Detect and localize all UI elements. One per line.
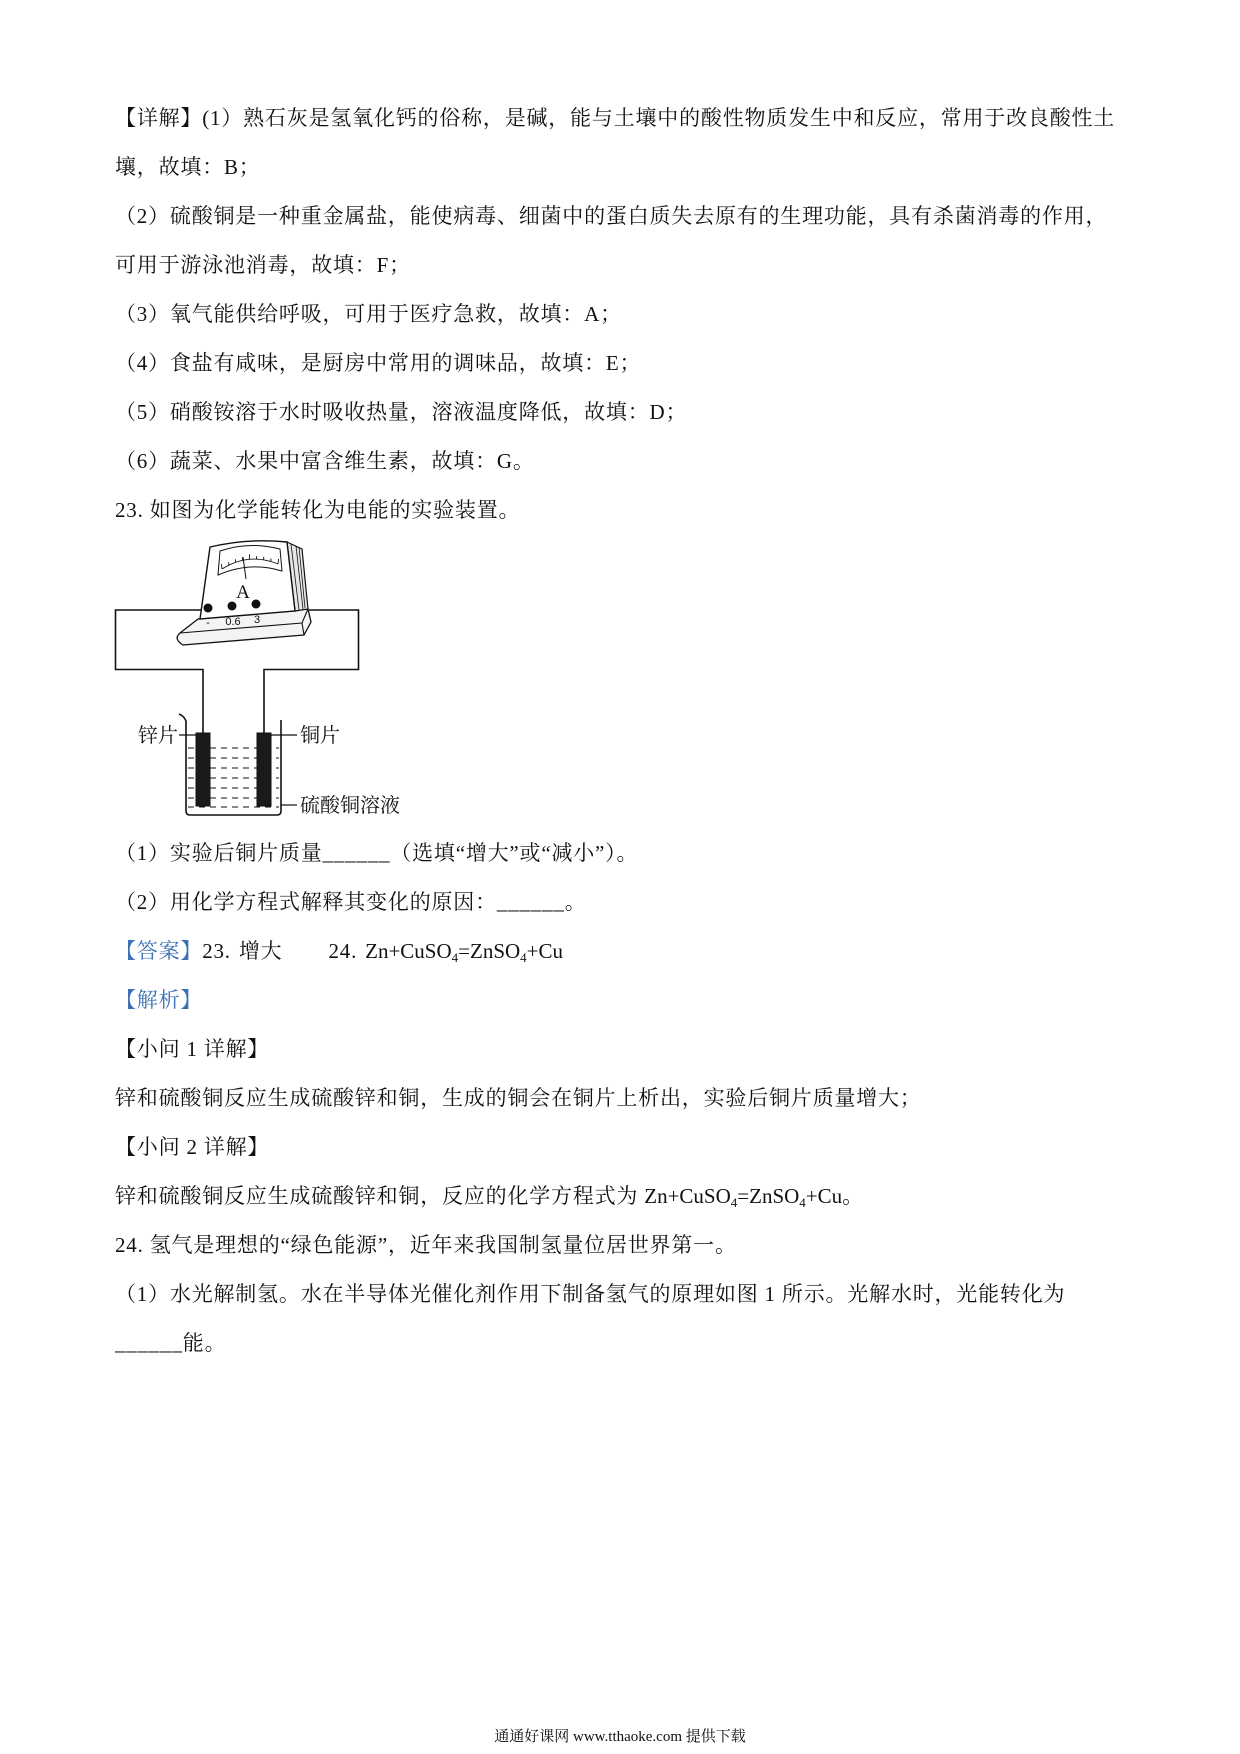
- answer-label: 【答案】: [115, 939, 203, 963]
- answer-23-number: 23.: [202, 939, 231, 963]
- question-23-sub-1: （1）实验后铜片质量______（选填“增大”或“减小”）。: [115, 841, 639, 865]
- terminal-label-0-6: 0.6: [225, 616, 241, 628]
- equation-part: =ZnSO: [737, 1184, 800, 1208]
- question-23-stem: 23. 如图为化学能转化为电能的实验装置。: [115, 498, 521, 522]
- analysis-part-2-suffix: 。: [842, 1184, 864, 1208]
- question-23-sub-2: （2）用化学方程式解释其变化的原因：______。: [115, 890, 587, 914]
- terminal-label-negative: -: [206, 617, 210, 629]
- analysis-equation: [644, 1184, 842, 1208]
- analysis-label: 【解析】: [115, 988, 203, 1012]
- answer-24-number: 24.: [328, 939, 358, 963]
- detail-line-2: 壤，故填：B；: [115, 155, 261, 179]
- equation-part: +Cu: [805, 1184, 843, 1208]
- equation-part: +Cu: [526, 939, 564, 963]
- experiment-figure: [112, 535, 432, 825]
- detail-line-8: （6）蔬菜、水果中富含维生素，故填：G。: [115, 449, 535, 473]
- equation-subscript: 4: [451, 950, 459, 965]
- solution-label: 硫酸铜溶液: [300, 793, 400, 817]
- terminal-knob-3: [252, 600, 261, 609]
- answer-line: [115, 927, 1175, 976]
- equation-part: =ZnSO: [458, 939, 521, 963]
- terminal-knob-0-6: [228, 602, 237, 611]
- equation-subscript: 4: [799, 1195, 806, 1210]
- detail-line-6: （4）食盐有咸味，是厨房中常用的调味品，故填：E；: [115, 351, 642, 375]
- zinc-label: 锌片: [138, 723, 178, 747]
- page-footer: 通通好课网 www.tthaoke.com 提供下载: [494, 1729, 746, 1745]
- equation-part: Zn+CuSO: [365, 939, 452, 963]
- question-24-sub-1-line-2: ______能。: [115, 1331, 227, 1355]
- ammeter: [177, 541, 311, 645]
- detail-line-4: 可用于游泳池消毒，故填：F；: [115, 253, 411, 277]
- detail-line-3: （2）硫酸铜是一种重金属盐，能使病毒、细菌中的蛋白质失去原有的生理功能，具有杀菌消毒的作用，: [115, 204, 1108, 228]
- detail-section: [115, 94, 1175, 535]
- detail-line-7: （5）硝酸铵溶于水时吸收热量，溶液温度降低，故填：D；: [115, 400, 688, 424]
- analysis-part-2-prefix: 锌和硫酸铜反应生成硫酸锌和铜，反应的化学方程式为: [115, 1184, 645, 1208]
- terminal-knob-negative: [204, 604, 213, 613]
- ammeter-symbol: A: [236, 582, 250, 603]
- answer-section: [115, 829, 1175, 1368]
- question-24-sub-1-line-1: （1）水光解制氢。水在半导体光催化剂作用下制备氢气的原理如图 1 所示。光解水时，光能转化为: [115, 1282, 1066, 1306]
- answer-24-equation: [365, 939, 563, 963]
- analysis-part-2-heading: 【小问 2 详解】: [115, 1135, 270, 1159]
- question-24-stem: 24. 氢气是理想的“绿色能源”，近年来我国制氢量位居世界第一。: [115, 1233, 737, 1257]
- analysis-part-1-text: 锌和硫酸铜反应生成硫酸锌和铜，生成的铜会在铜片上析出，实验后铜片质量增大；: [115, 1086, 922, 1110]
- detail-line-1: [115, 94, 1175, 143]
- terminal-label-3: 3: [253, 614, 261, 626]
- copper-label: 铜片: [300, 723, 340, 747]
- detail-line-5: （3）氧气能供给呼吸，可用于医疗急救，故填：A；: [115, 302, 622, 326]
- detail-label: 【详解】: [115, 106, 203, 130]
- analysis-part-1-heading: 【小问 1 详解】: [115, 1037, 270, 1061]
- equation-subscript: 4: [730, 1195, 738, 1210]
- zinc-electrode: [196, 733, 210, 806]
- answer-23-value: 增大: [238, 939, 283, 963]
- copper-electrode: [257, 733, 271, 806]
- detail-text: (1）熟石灰是氢氧化钙的俗称，是碱，能与土壤中的酸性物质发生中和反应，常用于改良酸性土: [202, 106, 1116, 130]
- analysis-part-2-text: [115, 1172, 1175, 1221]
- equation-part: Zn+CuSO: [644, 1184, 731, 1208]
- equation-subscript: 4: [520, 950, 527, 965]
